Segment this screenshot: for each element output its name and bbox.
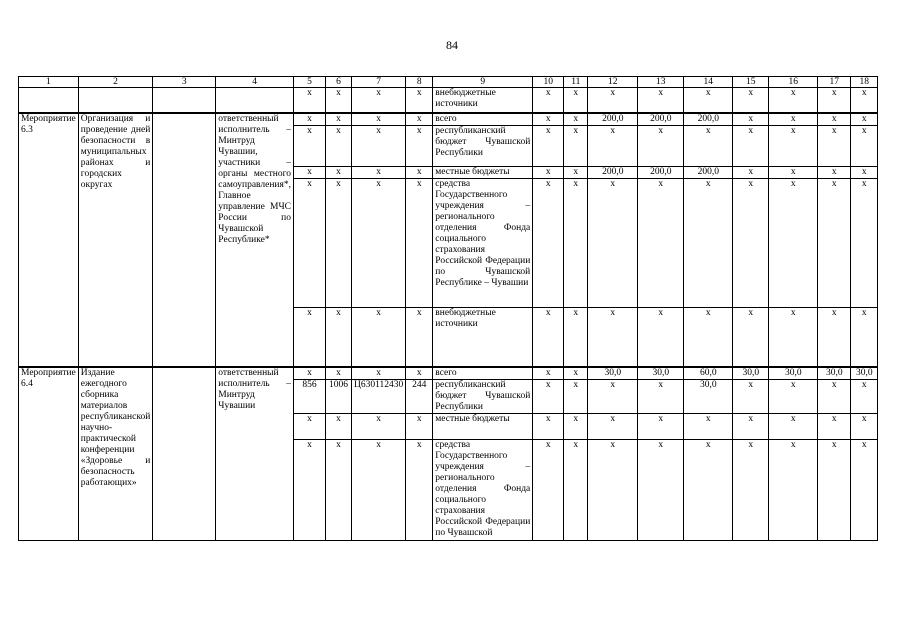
- amount-cell: x: [588, 440, 638, 541]
- column-number: 10: [533, 77, 564, 88]
- table-row: [19, 88, 878, 114]
- amount-cell: 30,0: [818, 367, 851, 380]
- amount-cell: x: [769, 113, 818, 126]
- column-number: 5: [294, 77, 326, 88]
- column-number: 2: [78, 77, 153, 88]
- code-cell: x: [294, 367, 326, 380]
- amount-cell: x: [818, 179, 851, 308]
- code-cell: Ц630112430: [352, 380, 406, 414]
- code-cell: x: [294, 308, 326, 368]
- code-cell: x: [406, 113, 433, 126]
- funding-source-cell: всего: [433, 367, 533, 380]
- empty-cell: [78, 88, 153, 114]
- amount-cell: x: [733, 113, 769, 126]
- amount-cell: x: [684, 414, 733, 440]
- amount-cell: x: [638, 179, 684, 308]
- amount-cell: x: [851, 414, 878, 440]
- amount-cell: x: [769, 88, 818, 114]
- amount-cell: x: [818, 380, 851, 414]
- amount-cell: x: [769, 440, 818, 541]
- code-cell: x: [406, 179, 433, 308]
- program-table: [18, 76, 878, 541]
- amount-cell: x: [684, 308, 733, 368]
- code-cell: x: [294, 167, 326, 179]
- executor-cell: ответственный исполнитель – Минтруд Чувашии: [216, 367, 294, 541]
- column-number: 4: [216, 77, 294, 88]
- amount-cell: x: [769, 380, 818, 414]
- column-number: 12: [588, 77, 638, 88]
- amount-cell: x: [533, 414, 564, 440]
- code-cell: x: [326, 113, 352, 126]
- code-cell: x: [406, 440, 433, 541]
- amount-cell: x: [684, 179, 733, 308]
- amount-cell: x: [564, 88, 588, 114]
- code-cell: x: [352, 179, 406, 308]
- amount-cell: x: [769, 179, 818, 308]
- code-cell: x: [352, 113, 406, 126]
- code-cell: x: [352, 88, 406, 114]
- code-cell: x: [352, 414, 406, 440]
- empty-cell: [19, 88, 79, 114]
- amount-cell: x: [684, 126, 733, 167]
- measure-id: Мероприятие 6.3: [19, 113, 79, 367]
- amount-cell: x: [564, 380, 588, 414]
- amount-cell: x: [564, 179, 588, 308]
- code-cell: 1006: [326, 380, 352, 414]
- executor-cell: ответственный исполнитель – Минтруд Чувашии, участники – органы местного самоуправления*, Главное управление МЧС России по Чувашской Республике*: [216, 113, 294, 367]
- column-number: 6: [326, 77, 352, 88]
- amount-cell: 60,0: [684, 367, 733, 380]
- code-cell: x: [406, 367, 433, 380]
- amount-cell: x: [769, 167, 818, 179]
- code-cell: 856: [294, 380, 326, 414]
- amount-cell: x: [851, 179, 878, 308]
- amount-cell: x: [733, 414, 769, 440]
- code-cell: x: [326, 308, 352, 368]
- amount-cell: x: [769, 308, 818, 368]
- code-cell: x: [326, 367, 352, 380]
- amount-cell: x: [733, 88, 769, 114]
- code-cell: x: [294, 113, 326, 126]
- code-cell: x: [406, 414, 433, 440]
- column-number: 7: [352, 77, 406, 88]
- amount-cell: 200,0: [588, 167, 638, 179]
- empty-cell: [153, 367, 216, 541]
- amount-cell: 200,0: [684, 167, 733, 179]
- amount-cell: 200,0: [638, 113, 684, 126]
- amount-cell: x: [638, 414, 684, 440]
- amount-cell: x: [638, 126, 684, 167]
- code-cell: x: [294, 126, 326, 167]
- funding-source-cell: средства Государственного учреждения – регионального отделения Фонда социального страхования Российской Федерации по Чувашской Республике – Чувашии: [433, 179, 533, 308]
- code-cell: x: [326, 440, 352, 541]
- column-number: 16: [769, 77, 818, 88]
- amount-cell: x: [851, 113, 878, 126]
- amount-cell: x: [851, 88, 878, 114]
- amount-cell: x: [564, 414, 588, 440]
- code-cell: x: [406, 308, 433, 368]
- table-row: [19, 367, 878, 380]
- amount-cell: x: [851, 126, 878, 167]
- funding-source-cell: республиканский бюджет Чувашской Республики: [433, 380, 533, 414]
- code-cell: x: [294, 179, 326, 308]
- amount-cell: x: [588, 308, 638, 368]
- funding-source-cell: республиканский бюджет Чувашской Республики: [433, 126, 533, 167]
- amount-cell: x: [733, 380, 769, 414]
- column-number: 17: [818, 77, 851, 88]
- amount-cell: x: [564, 167, 588, 179]
- amount-cell: x: [638, 308, 684, 368]
- code-cell: x: [294, 88, 326, 114]
- amount-cell: x: [818, 167, 851, 179]
- amount-cell: x: [533, 367, 564, 380]
- code-cell: x: [326, 414, 352, 440]
- amount-cell: x: [733, 308, 769, 368]
- code-cell: x: [352, 126, 406, 167]
- amount-cell: x: [851, 440, 878, 541]
- amount-cell: x: [638, 380, 684, 414]
- amount-cell: x: [851, 308, 878, 368]
- amount-cell: x: [851, 380, 878, 414]
- amount-cell: x: [533, 113, 564, 126]
- amount-cell: x: [533, 88, 564, 114]
- code-cell: x: [406, 167, 433, 179]
- amount-cell: x: [733, 179, 769, 308]
- empty-cell: [153, 113, 216, 367]
- funding-source-cell: внебюджетные источники: [433, 308, 533, 368]
- amount-cell: 200,0: [638, 167, 684, 179]
- amount-cell: x: [818, 126, 851, 167]
- header-row: [19, 77, 878, 88]
- amount-cell: 200,0: [588, 113, 638, 126]
- measure-id: Мероприятие 6.4: [19, 367, 79, 541]
- amount-cell: x: [638, 88, 684, 114]
- column-number: 13: [638, 77, 684, 88]
- amount-cell: x: [533, 380, 564, 414]
- amount-cell: x: [533, 440, 564, 541]
- amount-cell: 30,0: [588, 367, 638, 380]
- code-cell: x: [294, 414, 326, 440]
- amount-cell: x: [533, 167, 564, 179]
- column-number: 18: [851, 77, 878, 88]
- amount-cell: x: [533, 308, 564, 368]
- code-cell: x: [352, 308, 406, 368]
- column-number: 1: [19, 77, 79, 88]
- funding-source-cell: средства Государственного учреждения – регионального отделения Фонда социального страхования Российской Федерации по Чувашской: [433, 440, 533, 541]
- amount-cell: x: [684, 440, 733, 541]
- amount-cell: x: [588, 414, 638, 440]
- amount-cell: x: [533, 179, 564, 308]
- amount-cell: x: [533, 126, 564, 167]
- amount-cell: 30,0: [733, 367, 769, 380]
- amount-cell: x: [769, 414, 818, 440]
- column-number: 14: [684, 77, 733, 88]
- code-cell: x: [352, 167, 406, 179]
- funding-source-cell: всего: [433, 113, 533, 126]
- code-cell: x: [326, 167, 352, 179]
- amount-cell: x: [564, 308, 588, 368]
- page-number: 84: [446, 38, 458, 52]
- amount-cell: x: [638, 440, 684, 541]
- code-cell: x: [294, 440, 326, 541]
- amount-cell: x: [818, 414, 851, 440]
- amount-cell: x: [818, 88, 851, 114]
- empty-cell: [216, 88, 294, 114]
- amount-cell: x: [564, 126, 588, 167]
- amount-cell: x: [564, 367, 588, 380]
- amount-cell: x: [769, 126, 818, 167]
- column-number: 8: [406, 77, 433, 88]
- code-cell: x: [326, 126, 352, 167]
- amount-cell: x: [818, 113, 851, 126]
- funding-source-cell: внебюджетные источники: [433, 88, 533, 114]
- amount-cell: x: [588, 88, 638, 114]
- funding-source-cell: местные бюджеты: [433, 414, 533, 440]
- amount-cell: 30,0: [769, 367, 818, 380]
- code-cell: x: [326, 88, 352, 114]
- amount-cell: x: [564, 440, 588, 541]
- amount-cell: 30,0: [851, 367, 878, 380]
- measure-name: Издание ежегодного сборника материалов республиканской научно-практической конференции «Здоровье и безопасность работающих»: [78, 367, 153, 541]
- column-number: 11: [564, 77, 588, 88]
- amount-cell: x: [588, 179, 638, 308]
- amount-cell: x: [851, 167, 878, 179]
- amount-cell: x: [818, 440, 851, 541]
- amount-cell: x: [733, 126, 769, 167]
- amount-cell: x: [733, 167, 769, 179]
- measure-name: Организация и проведение дней безопасности в муниципальных районах и городских округах: [78, 113, 153, 367]
- amount-cell: x: [684, 88, 733, 114]
- code-cell: x: [406, 88, 433, 114]
- code-cell: x: [406, 126, 433, 167]
- empty-cell: [153, 88, 216, 114]
- column-number: 15: [733, 77, 769, 88]
- amount-cell: x: [818, 308, 851, 368]
- column-number: 9: [433, 77, 533, 88]
- amount-cell: x: [588, 126, 638, 167]
- funding-source-cell: местные бюджеты: [433, 167, 533, 179]
- code-cell: x: [352, 367, 406, 380]
- amount-cell: x: [733, 440, 769, 541]
- amount-cell: 200,0: [684, 113, 733, 126]
- amount-cell: 30,0: [638, 367, 684, 380]
- amount-cell: x: [588, 380, 638, 414]
- amount-cell: 30,0: [684, 380, 733, 414]
- code-cell: 244: [406, 380, 433, 414]
- table-row: [19, 113, 878, 126]
- code-cell: x: [326, 179, 352, 308]
- column-number: 3: [153, 77, 216, 88]
- amount-cell: x: [564, 113, 588, 126]
- code-cell: x: [352, 440, 406, 541]
